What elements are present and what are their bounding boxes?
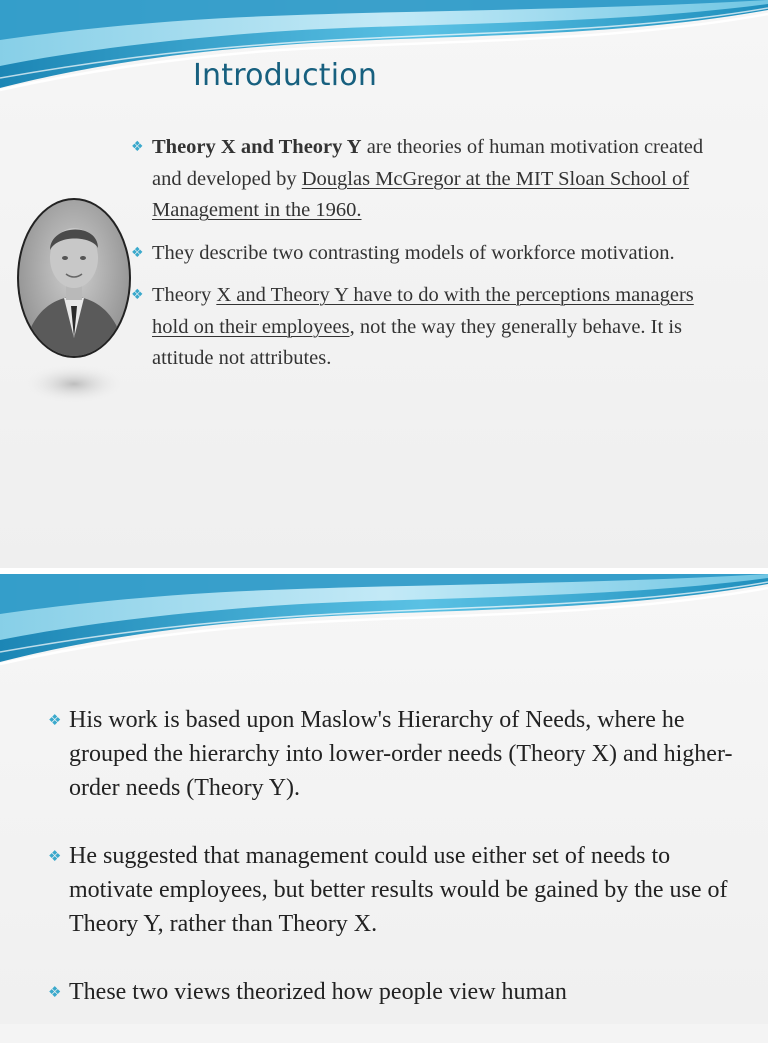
maslow-bullet-list (48, 703, 748, 1043)
header-wave-decoration (0, 574, 768, 670)
bullet-text: are theories of human motivation created and developed by (152, 136, 704, 190)
bullet-bold-term: Theory X and Theory Y (152, 136, 362, 158)
intro-bullet-list (131, 132, 731, 386)
header-wave-decoration (0, 0, 768, 96)
diamond-bullet-icon: ❖ (48, 711, 62, 729)
underlined-link-text[interactable]: Douglas McGregor at the MIT Sloan School of Management in the 1960. (152, 167, 690, 221)
bullet-text: These two views theorized how people view human (69, 979, 567, 1005)
bullet-text: His work is based upon Maslow's Hierarchy of Needs, where he grouped the hierarchy into lower-order needs (Theory X) and higher-order needs (Theory Y). (69, 707, 733, 801)
portrait-photo (16, 188, 132, 410)
diamond-bullet-icon: ❖ (48, 847, 62, 865)
diamond-bullet-icon: ❖ (131, 139, 144, 155)
list-item (131, 238, 731, 270)
bullet-text: Theory (152, 284, 217, 306)
list-item (48, 703, 748, 805)
bullet-text: , not the way they generally behave. It is attitude not attributes. (152, 315, 683, 369)
slide-title: Introduction (193, 58, 378, 93)
bullet-text: They describe two contrasting models of workforce motivation. (152, 241, 675, 264)
diamond-bullet-icon: ❖ (131, 287, 144, 303)
list-item (48, 975, 748, 1009)
list-item (48, 839, 748, 941)
diamond-bullet-icon: ❖ (48, 983, 62, 1001)
list-item (131, 132, 731, 227)
list-item (131, 280, 731, 375)
bullet-text: He suggested that management could use either set of needs to motivate employees, but better results would be gained by the use of Theory Y, rather than Theory X. (69, 843, 728, 937)
underlined-link-text[interactable]: X and Theory Y have to do with the perceptions managers hold on their employees (152, 284, 694, 338)
diamond-bullet-icon: ❖ (131, 244, 144, 261)
